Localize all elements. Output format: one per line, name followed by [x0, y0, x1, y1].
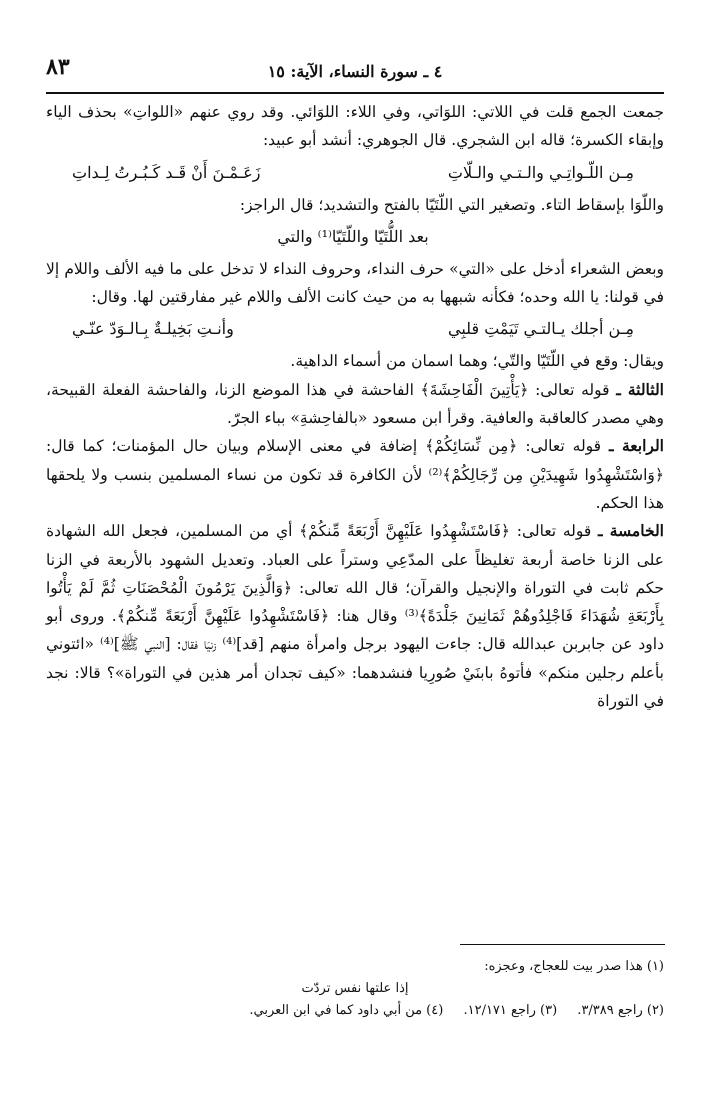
verse-hemistich: مِـن اللّـواتِـي والـتـي والـلّاتِ	[447, 162, 634, 182]
paragraph: جمعت الجمع قلت في اللاتي: اللوَاتي، وفي اللاء: اللوَائي. وقد روي عنهم «اللواتِ» بحذف الياء وإبقاء الكسرة؛ قاله ابن الشجري. قال الجوهري: أنشد أبو عبيد:	[46, 103, 664, 150]
paragraph	[46, 376, 664, 433]
verse-hemistich: مِـن أجلك يـالتـي تَيَمْتِ قلبِي	[448, 319, 634, 339]
section-lead: الخامسة ـ	[598, 521, 664, 541]
paragraph	[46, 517, 664, 715]
verse-hemistich: زَعَـمْـنَ أَنْ قَـد كَـبُـرتُ لِـداتِ	[72, 162, 261, 182]
paragraph-text: قوله تعالى: ﴿مِن نِّسَائِكُمْ﴾ إضافة في معنى الإسلام وبيان حال المؤمنات؛ كما قال: ﴿وَاسْتَشْهِدُوا شَهِيدَيْنِ مِن رِّجَالِكُمْ﴾⁽²⁾ لأن الكافرة قد تكون من نساء المسلمين بنسب ولا يلحقها هذا الحكم.	[46, 437, 664, 512]
running-title: ٤ ـ سورة النساء، الآية: ١٥	[267, 62, 443, 81]
poetry-verse	[72, 314, 634, 344]
paragraph	[46, 432, 664, 517]
footnotes	[46, 956, 664, 1022]
page-header	[46, 52, 664, 94]
footnote: (١) هذا صدر بيت للعجاج، وعجزه:	[484, 959, 664, 974]
section-lead: الثالثة ـ	[616, 379, 664, 399]
paragraph: ويقال: وقع في اللّتَيّا والتّي؛ وهما اسمان من أسماء الداهية.	[290, 352, 664, 371]
paragraph: واللّوَا بإسقاط التاء. وتصغير التي اللّتَيّا بالفتح والتشديد؛ قال الراجز:	[239, 195, 664, 214]
footnote-divider	[460, 944, 665, 945]
section-lead: الرابعة ـ	[609, 436, 664, 456]
footnote: (٣) راجع ١٢/١٧١.	[463, 1003, 558, 1018]
paragraph-text: قوله تعالى: ﴿يَأْتِينَ الْفَاحِشَةَ﴾ الفاحشة في هذا الموضع الزنا، والفاحشة الفعلة القبيحة، وهي مصدر كالعاقبة والعافية. وقرأ ابن مسعود «بالفاحِشةِ» بباء الجرّ.	[46, 380, 664, 428]
verse-hemistich: بعد اللُّتَيّا واللّتَيّا⁽¹⁾ والتي	[277, 226, 429, 246]
poetry-verse	[72, 158, 634, 188]
paragraph: وبعض الشعراء أدخل على «التي» حرف النداء، وحروف النداء لا تدخل على ما فيه الألف واللام إلا في قولنا: يا الله وحده؛ فكأنه شبهها به من حيث كانت الألف واللام غير مفارقتين لها. وقال:	[46, 259, 664, 307]
page-number: ٨٣	[46, 54, 70, 80]
paragraph-text: قوله تعالى: ﴿فَاسْتَشْهِدُوا عَلَيْهِنَّ أَرْبَعَةً مِّنكُمْ﴾ أي من المسلمين، فجعل الله الشهادة على الزنا خاصة أربعة تغليظاً على المدّعِي وستراً على العباد. وتعديل الشهود بالأربعة في الزنا حكم ثابت في التوراة والإنجيل والقرآن؛ قال الله تعالى: ﴿وَالَّذِينَ يَرْمُونَ الْمُحْصَنَاتِ ثُمَّ لَمْ يَأْتُوا بِأَرْبَعَةِ شُهَدَاءَ فَاجْلِدُوهُمْ ثَمَانِينَ جَلْدَةً﴾⁽³⁾ وقال هنا: ﴿فَاسْتَشْهِدُوا عَلَيْهِنَّ أَرْبَعَةً مِّنكُمْ﴾. وروى أبو داود عن جابربن عبدالله قال: جاءت اليهود برجل وامرأة منهم [قد]⁽⁴⁾ زنيَا فقال: [النبي ﷺ]⁽⁴⁾ «ائتوني بأعلم رجلين منكم» فأتوهُ بابنَيْ صُورِيا فنشدهما: «كيف تجدان أمر هذين في التوراة»؟ قالا: نجد في التوراة	[46, 522, 665, 711]
footnote-row	[46, 1000, 664, 1022]
footnote: (٤) من أبي داود كما في ابن العربي.	[249, 1003, 444, 1018]
poetry-verse	[72, 222, 634, 252]
footnote-verse: إذا علتها نفس تردّت	[301, 981, 409, 996]
verse-hemistich: وأنـتِ بَخِيلـةٌ بِـالـوَدّ عنّـي	[72, 319, 234, 339]
main-text	[46, 98, 664, 715]
footnote: (٢) راجع ٣/٣٨٩.	[577, 1003, 664, 1018]
